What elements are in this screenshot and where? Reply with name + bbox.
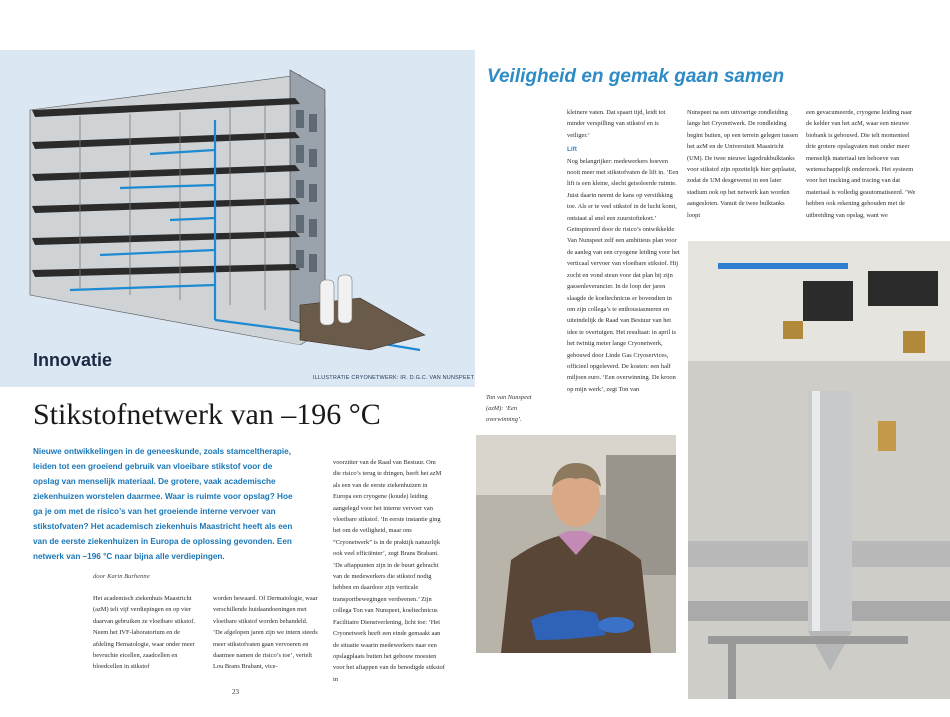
photo-caption: Ton van Nunspeet (azM): ‘Een overwinning’. bbox=[486, 394, 532, 423]
article-lead: Nieuwe ontwikkelingen in de geneeskunde, zoals stamceltherapie, leiden tot een groeiend gebruik van vloeibare stikstof voor de opslag van menselijk materiaal. De grotere, vaak academische ziekenhuizen worstelen daarmee. Waar is ruimte voor opslag? Hoe ga je om met de risico’s van het groeiende interne vervoer van stikstofvaten? Het academisch ziekenhuis Maastricht heeft als een van de eerste ziekenhuizen in Europa de oplossing gevonden. Een netwerk van –196 °C naar bijna alle verdiepingen. bbox=[33, 447, 293, 561]
right-page-title: Veiligheid en gemak gaan samen bbox=[487, 66, 785, 87]
building-illustration bbox=[0, 50, 475, 387]
body-column-5: Nunspeet na een uitvoerige rondleiding langs het Cryonetwerk. De rondleiding begint buiten, op een terrein gelegen tussen het azM en de Universiteit Maastricht (UM). De twee nieuwe lagedrukbulktanks voor stikstof zijn opzettelijk hier geplaatst, zodat de UM desgewenst in een later stadium ook op het netwerk kan worden aangesloten. Vanuit de twee bulktanks loopt bbox=[687, 109, 798, 219]
subhead-lift: Lift bbox=[567, 146, 577, 154]
body-column-4 bbox=[567, 107, 680, 395]
cryogenic-pipes-drawing bbox=[688, 241, 950, 699]
byline: door Karin Burhenne bbox=[93, 573, 150, 580]
portrait-photo bbox=[476, 435, 676, 653]
body-column-3: voorzitter van de Raad van Bestuur. Om die risico’s terug te dringen, heeft het azM als een van de eerste ziekenhuizen in Europa een cryogene (koude) leiding aangelegd voor het interne vervoer van vloeibare stikstof. ‘In eerste instantie ging het om de veiligheid, maar ons “Cryonetwerk” is in de praktijk natuurlijk ook veel efficiënter’, zegt Brans Brabant. ‘De aftappunten zijn in de buurt gebracht van de medewerkers die stikstof nodig hebben en daardoor zijn verticale transportbewegingen verdwenen.’ Zijn collega Ton van Nunspeet, koeltechnicus Facilitaire Dienstverlening, licht toe: ‘Het Cryonetwerk heeft een einde gemaakt aan de situatie waarin medewerkers naar een opslagplaats buiten het gebouw moesten voor het aftappen van de benodigde stikstof in bbox=[333, 459, 445, 683]
portrait-drawing bbox=[476, 435, 676, 653]
page-number: 23 bbox=[232, 688, 239, 696]
body-column-1: Het academisch ziekenhuis Maastricht (azM) telt vijf verdiepingen en op vier daarvan gebruiken ze vloeibare stikstof. Neem het IVF-laboratorium en de afdeling Hematologie, waar onder meer bevruchte eicellen, zaadcellen en bloedcellen in stikstof bbox=[93, 595, 196, 671]
column-4-body: Nog belangrijker: medewerkers hoeven nooit meer met stikstofvaten de lift in. ‘Een lift is een kleine, slecht geisoleerde ruimte. Juist daarin neemt de kans op verstikking toe. Als er te veel stikstof in de lucht komt, ontstaat al snel een zuurstoftekort.’ Geïnspireerd door de risico’s ontwikkelde Van Nunspeet zelf een ambitieus plan voor de aanleg van een cryogene leiding voor het verticaal vervoer van vloeibare stikstof. Hij zocht en vond steun voor dat plan bij zijn gassenleverancier. In de loop der jaren slaagde de koeltechnicus er bovendien in om zijn collega’s te enthousiasmeren en uiteindelijk de Raad van Bestuur van het idee te overtuigen. Het resultaat: in april is het twintig meter lange Cryonetwerk, gebouwd door Linde Gas Cryoservices, officieel opgeleverd. De kosten: een half miljoen euro. ‘Een overwinning. De kroon op mijn werk’, zegt Ton van bbox=[567, 157, 680, 393]
article-title: Stikstofnetwerk van –196 °C bbox=[33, 398, 381, 431]
cryonetwork-building-drawing bbox=[0, 50, 475, 387]
body-column-6: een gevacumeerde, cryogene leiding naar de kelder van het azM, waar een nieuwe biobank is gebouwd. Die telt momenteel drie grotere opslagvaten met onder meer menselijk materiaal ten behoeve van wetenschappelijk onderzoek. Het systeem voor het tracking and tracing van dat materiaal is volledig geautomatiseerd. ‘We hebben ook rekening gehouden met de uitbreiding van opslag, want we bbox=[806, 109, 916, 219]
illustration-credit: ILLUSTRATIE CRYONETWERK: IR. D.G.C. VAN NUNSPEET bbox=[313, 375, 475, 381]
equipment-photo bbox=[688, 241, 950, 699]
column-4-intro: kleinere vaten. Dat spaart tijd, leidt tot minder verspilling van stikstof en is veiliger.’ bbox=[567, 109, 666, 139]
section-label: Innovatie bbox=[33, 350, 113, 370]
body-column-2: worden bewaard. Of Dermatologie, waar verschillende huidaandoeningen met vloeibare stikstof worden behandeld. ‘De afgelopen jaren zijn we intern steeds meer stikstofvaten gaan vervoeren en daarmee namen de risico’s toe’, vertelt Lou Brans Brabant, vice- bbox=[213, 595, 318, 671]
